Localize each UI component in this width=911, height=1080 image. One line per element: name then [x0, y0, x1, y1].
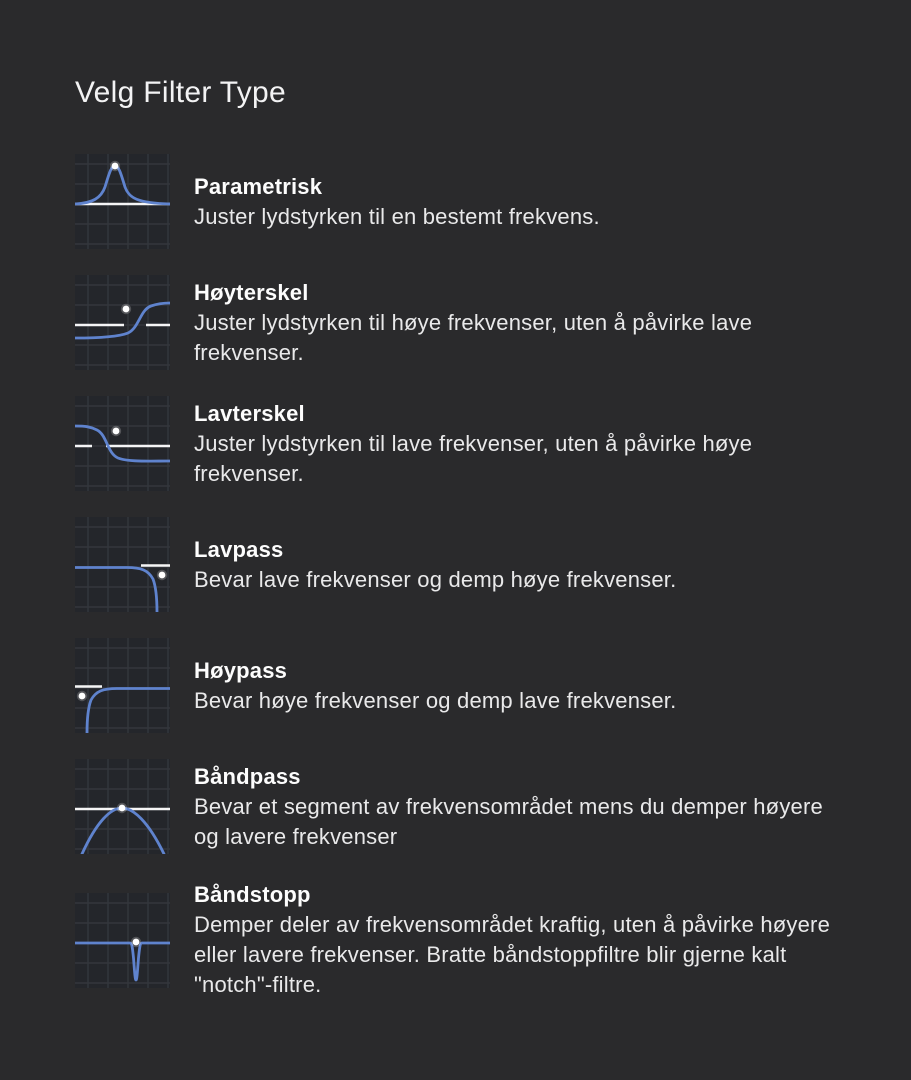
filter-text: [194, 399, 836, 489]
filter-description: Bevar et segment av frekvensområdet mens du demper høyere og lavere frekvenser: [194, 793, 823, 849]
filter-option-lavpass[interactable]: [75, 517, 836, 612]
filter-option-hoypass[interactable]: [75, 638, 836, 733]
filter-label: Båndstopp: [194, 882, 311, 907]
filter-option-hoyterskel[interactable]: [75, 275, 836, 370]
filter-text: [194, 172, 600, 232]
low-pass-filter-icon: [75, 517, 170, 612]
high-pass-filter-icon: [75, 638, 170, 733]
filter-text: [194, 656, 676, 716]
filter-label: Båndpass: [194, 763, 301, 789]
filter-description: Demper deler av frekvensområdet kraftig, uten å påvirke høyere eller lavere frekvenser. Bratte båndstoppfiltre blir gjerne kalt "notch"-filtre.: [194, 912, 831, 997]
band-pass-filter-icon: [75, 759, 170, 854]
filter-label: Lavterskel: [194, 400, 305, 426]
filter-option-lavterskel[interactable]: [75, 396, 836, 491]
high-shelf-filter-icon: [75, 275, 170, 370]
filter-list: [75, 154, 836, 1000]
filter-text: [194, 535, 676, 595]
filter-label: Høypass: [194, 657, 288, 683]
filter-text: [194, 278, 836, 368]
low-shelf-filter-icon: [75, 396, 170, 491]
filter-option-parametrisk[interactable]: [75, 154, 836, 249]
filter-label: Høyterskel: [194, 279, 309, 305]
filter-text: [194, 762, 836, 852]
filter-label: Parametrisk: [194, 173, 323, 199]
filter-option-bandpass[interactable]: [75, 759, 836, 854]
filter-label: Lavpass: [194, 536, 284, 562]
filter-description: Bevar lave frekvenser og demp høye frekvenser.: [194, 566, 677, 592]
filter-description: Juster lydstyrken til høye frekvenser, uten å påvirke lave frekvenser.: [194, 309, 753, 365]
filter-description: Bevar høye frekvenser og demp lave frekvenser.: [194, 687, 677, 713]
filter-description: Juster lydstyrken til en bestemt frekvens.: [194, 203, 600, 229]
filter-description: Juster lydstyrken til lave frekvenser, uten å påvirke høye frekvenser.: [194, 430, 753, 486]
filter-text: [194, 880, 836, 1000]
band-stop-filter-icon: [75, 893, 170, 988]
peak-filter-icon: [75, 154, 170, 249]
filter-option-bandstopp[interactable]: [75, 880, 836, 1000]
page-title: Velg Filter Type: [75, 76, 287, 109]
